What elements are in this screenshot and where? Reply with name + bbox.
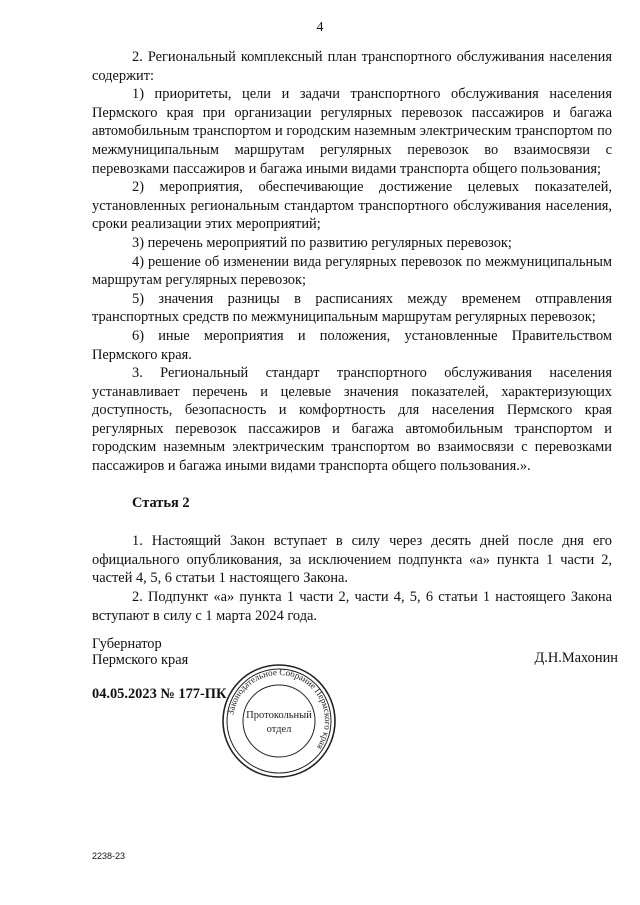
document-body: [92, 48, 612, 625]
signatory-title-line2: Пермского края: [92, 652, 189, 668]
stamp-outer-text: Законодательное Собрание Пермского края: [225, 666, 334, 752]
paragraph: 2) мероприятия, обеспечивающие достижение целевых показателей, установленных региональным стандартом транспортного обслуживания населения, сроки реализации этих мероприятий;: [92, 179, 612, 233]
paragraph: 1) приоритеты, цели и задачи транспортного обслуживания населения Пермского края при организации регулярных перевозок пассажиров и багажа автомобильным транспортом и городским наземным электрическим транспортом по межмуниципальным маршрутам регулярных перевозок во взаимосвязи с перевозками пассажиров и багажа иными видами транспорта общего пользования;: [92, 86, 612, 177]
signatory-name: Д.Н.Махонин: [534, 650, 618, 666]
signature-block: [92, 636, 618, 668]
article-heading: Статья 2: [132, 494, 190, 511]
official-stamp: [220, 662, 338, 780]
paragraph: 4) решение об изменении вида регулярных перевозок по межмуниципальным маршрутам регулярных перевозок;: [92, 253, 612, 289]
signatory-title-line1: Губернатор: [92, 636, 162, 652]
paragraph: 3. Региональный стандарт транспортного обслуживания населения устанавливает перечень и целевые значения показателей, характеризующих доступность, безопасность и комфортность для населения Пермского края регулярных перевозок пассажиров и багажа автомобильным транспортом и городским наземным электрическим транспортом во взаимосвязи с перевозками пассажиров и багажа иными видами транспорта общего пользования.».: [92, 365, 612, 475]
paragraph: 1. Настоящий Закон вступает в силу через десять дней после дня его официального опубликования, за исключением подпункта «а» пункта 1 части 2, частей 4, 5, 6 статьи 1 настоящего Закона.: [92, 533, 612, 587]
paragraph: 2. Региональный комплексный план транспортного обслуживания населения содержит:: [92, 49, 612, 84]
paragraph: 5) значения разницы в расписаниях между временем отправления транспортных средств по межмуниципальным маршрутам регулярных перевозок;: [92, 290, 612, 326]
stamp-inner-line2: отдел: [266, 724, 292, 735]
footer-code: 2238-23: [92, 851, 126, 861]
paragraph: 3) перечень мероприятий по развитию регулярных перевозок;: [132, 234, 512, 251]
paragraph: 6) иные мероприятия и положения, установленные Правительством Пермского края.: [92, 327, 612, 363]
stamp-inner-line1: Протокольный: [246, 710, 312, 721]
paragraph: 2. Подпункт «а» пункта 1 части 2, части 4, 5, 6 статьи 1 настоящего Закона вступают в силу с 1 марта 2024 года.: [92, 589, 612, 624]
page-number: 4: [316, 20, 324, 35]
law-date-number: 04.05.2023 № 177-ПК: [92, 686, 227, 702]
